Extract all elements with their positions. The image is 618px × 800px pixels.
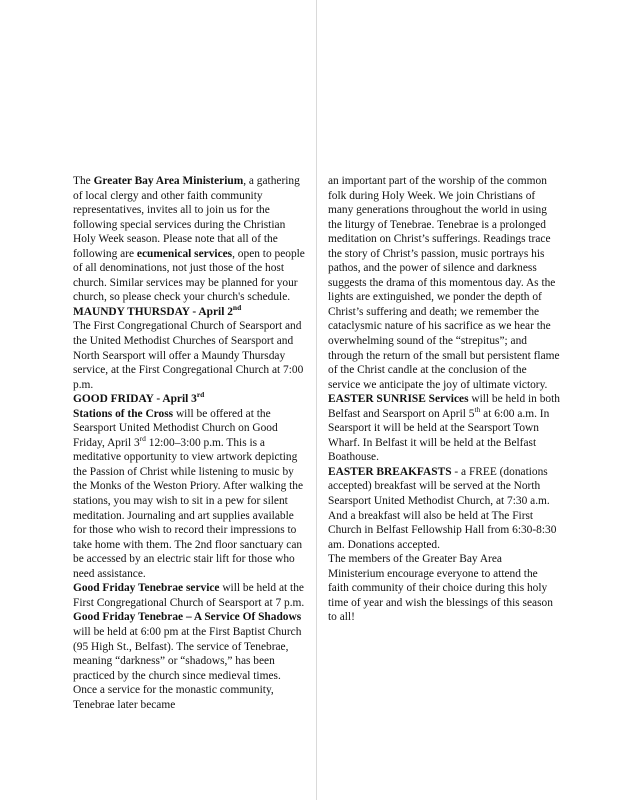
breakfasts-title: EASTER BREAKFASTS <box>328 465 452 478</box>
good-friday-heading <box>73 392 305 407</box>
tenebrae-service-text: will be held at the First Congregational Church of Searsport at 7 p.m. <box>73 582 305 609</box>
tenebrae-shadows-paragraph <box>73 610 305 712</box>
maundy-heading-sup: nd <box>232 303 242 313</box>
tenebrae-shadows-text: will be held at 6:00 pm at the First Baptist Church (95 High St., Belfast). The service of Tenebrae, meaning “darkness” or “shadows,” has been practiced by the church since medieval times. Once a service for the monastic community, Tenebrae later became <box>73 625 302 711</box>
maundy-heading-text: MAUNDY THURSDAY - April 2 <box>73 305 233 318</box>
breakfasts-paragraph <box>328 465 560 552</box>
tenebrae-shadows-title: Good Friday Tenebrae – A Service Of Shadows <box>73 611 302 624</box>
sunrise-title: EASTER SUNRISE Services <box>328 393 469 406</box>
stations-text: will be offered at the Searsport United Methodist Church on Good Friday, April 3 <box>73 407 278 449</box>
tenebrae-continued: an important part of the worship of the common folk during Holy Week. We join Christians of many generations throughout the world in using the liturgy of Tenebrae. Tenebrae is a prolonged meditation on Christ’s sufferings. Readings trace the story of Christ’s passion, music portrays his pathos, and the power of silence and darkness suggests the drama of this momentous day. As the lights are extinguished, we ponder the depth of Christ’s suffering and death; we remember the cataclysmic nature of his sacrifice as we hear the overwhelming sound of the “strepitus”; and through the return of the small but persistent flame of the Christ candle at the conclusion of the service we anticipate the joy of ultimate victory. <box>328 175 560 391</box>
intro-paragraph <box>73 174 305 305</box>
ecumenical-emphasis: ecumenical services <box>136 247 233 260</box>
sunrise-paragraph <box>328 392 560 465</box>
closing-paragraph: The members of the Greater Bay Area Ministerium encourage everyone to attend the faith community of their choice during this holy time of year and wish the blessings of this season to all! <box>328 553 553 624</box>
stations-title: Stations of the Cross <box>73 407 174 420</box>
stations-paragraph <box>73 407 305 582</box>
sunrise-text: will be held in both Belfast and Searsport on April 5 <box>328 393 560 420</box>
intro-text: The <box>73 175 94 187</box>
good-friday-heading-sup: rd <box>196 390 205 400</box>
maundy-body: The First Congregational Church of Searsport and the United Methodist Churches of Searsport and North Searsport will offer a Maundy Thursday service, at the First Congregational Church at 7:00 p.m. <box>73 320 304 391</box>
right-column <box>328 174 560 625</box>
tenebrae-service-title: Good Friday Tenebrae service <box>73 582 220 595</box>
org-name: Greater Bay Area Ministerium <box>93 175 244 187</box>
good-friday-heading-text: GOOD FRIDAY - April 3 <box>73 393 197 406</box>
stations-text: 12:00–3:00 p.m. This is a meditative opportunity to view artwork depicting the Passion of Christ while listening to music by the Monks of the Weston Priory. After walking the stations, you may wish to sit in a pew for silent meditation. Journaling and art supplies available for those who wish to record their impressions to take home with them. The 2nd floor sanctuary can be accessed by an electric stair lift for those who need assistance. <box>73 436 304 580</box>
intro-text: , open to people of all denominations, not just those of the host church. Similar services may be planned for your church, so please check your church's schedule. <box>73 247 305 304</box>
stations-sup: rd <box>139 434 146 444</box>
breakfasts-text: - a FREE (donations accepted) breakfast will be served at the North Searsport United Methodist Church, at 7:30 a.m. And a breakfast will also be held at The First Church in Belfast Fellowship Hall from 6:30-8:30 am. Donations accepted. <box>328 465 557 551</box>
tenebrae-service-paragraph <box>73 581 305 610</box>
intro-text: , a gathering of local clergy and other faith community representatives, invites all to join us for the following special services during the Christian Holy Week season. Please note that all of the following are <box>73 175 300 260</box>
left-column <box>73 174 305 712</box>
maundy-heading <box>73 305 305 320</box>
sunrise-sup: th <box>474 404 481 414</box>
column-divider <box>316 0 317 800</box>
sunrise-text: at 6:00 a.m. In Searsport it will be held at the Searsport Town Wharf. In Belfast it will be held at the Belfast Boathouse. <box>328 407 550 464</box>
